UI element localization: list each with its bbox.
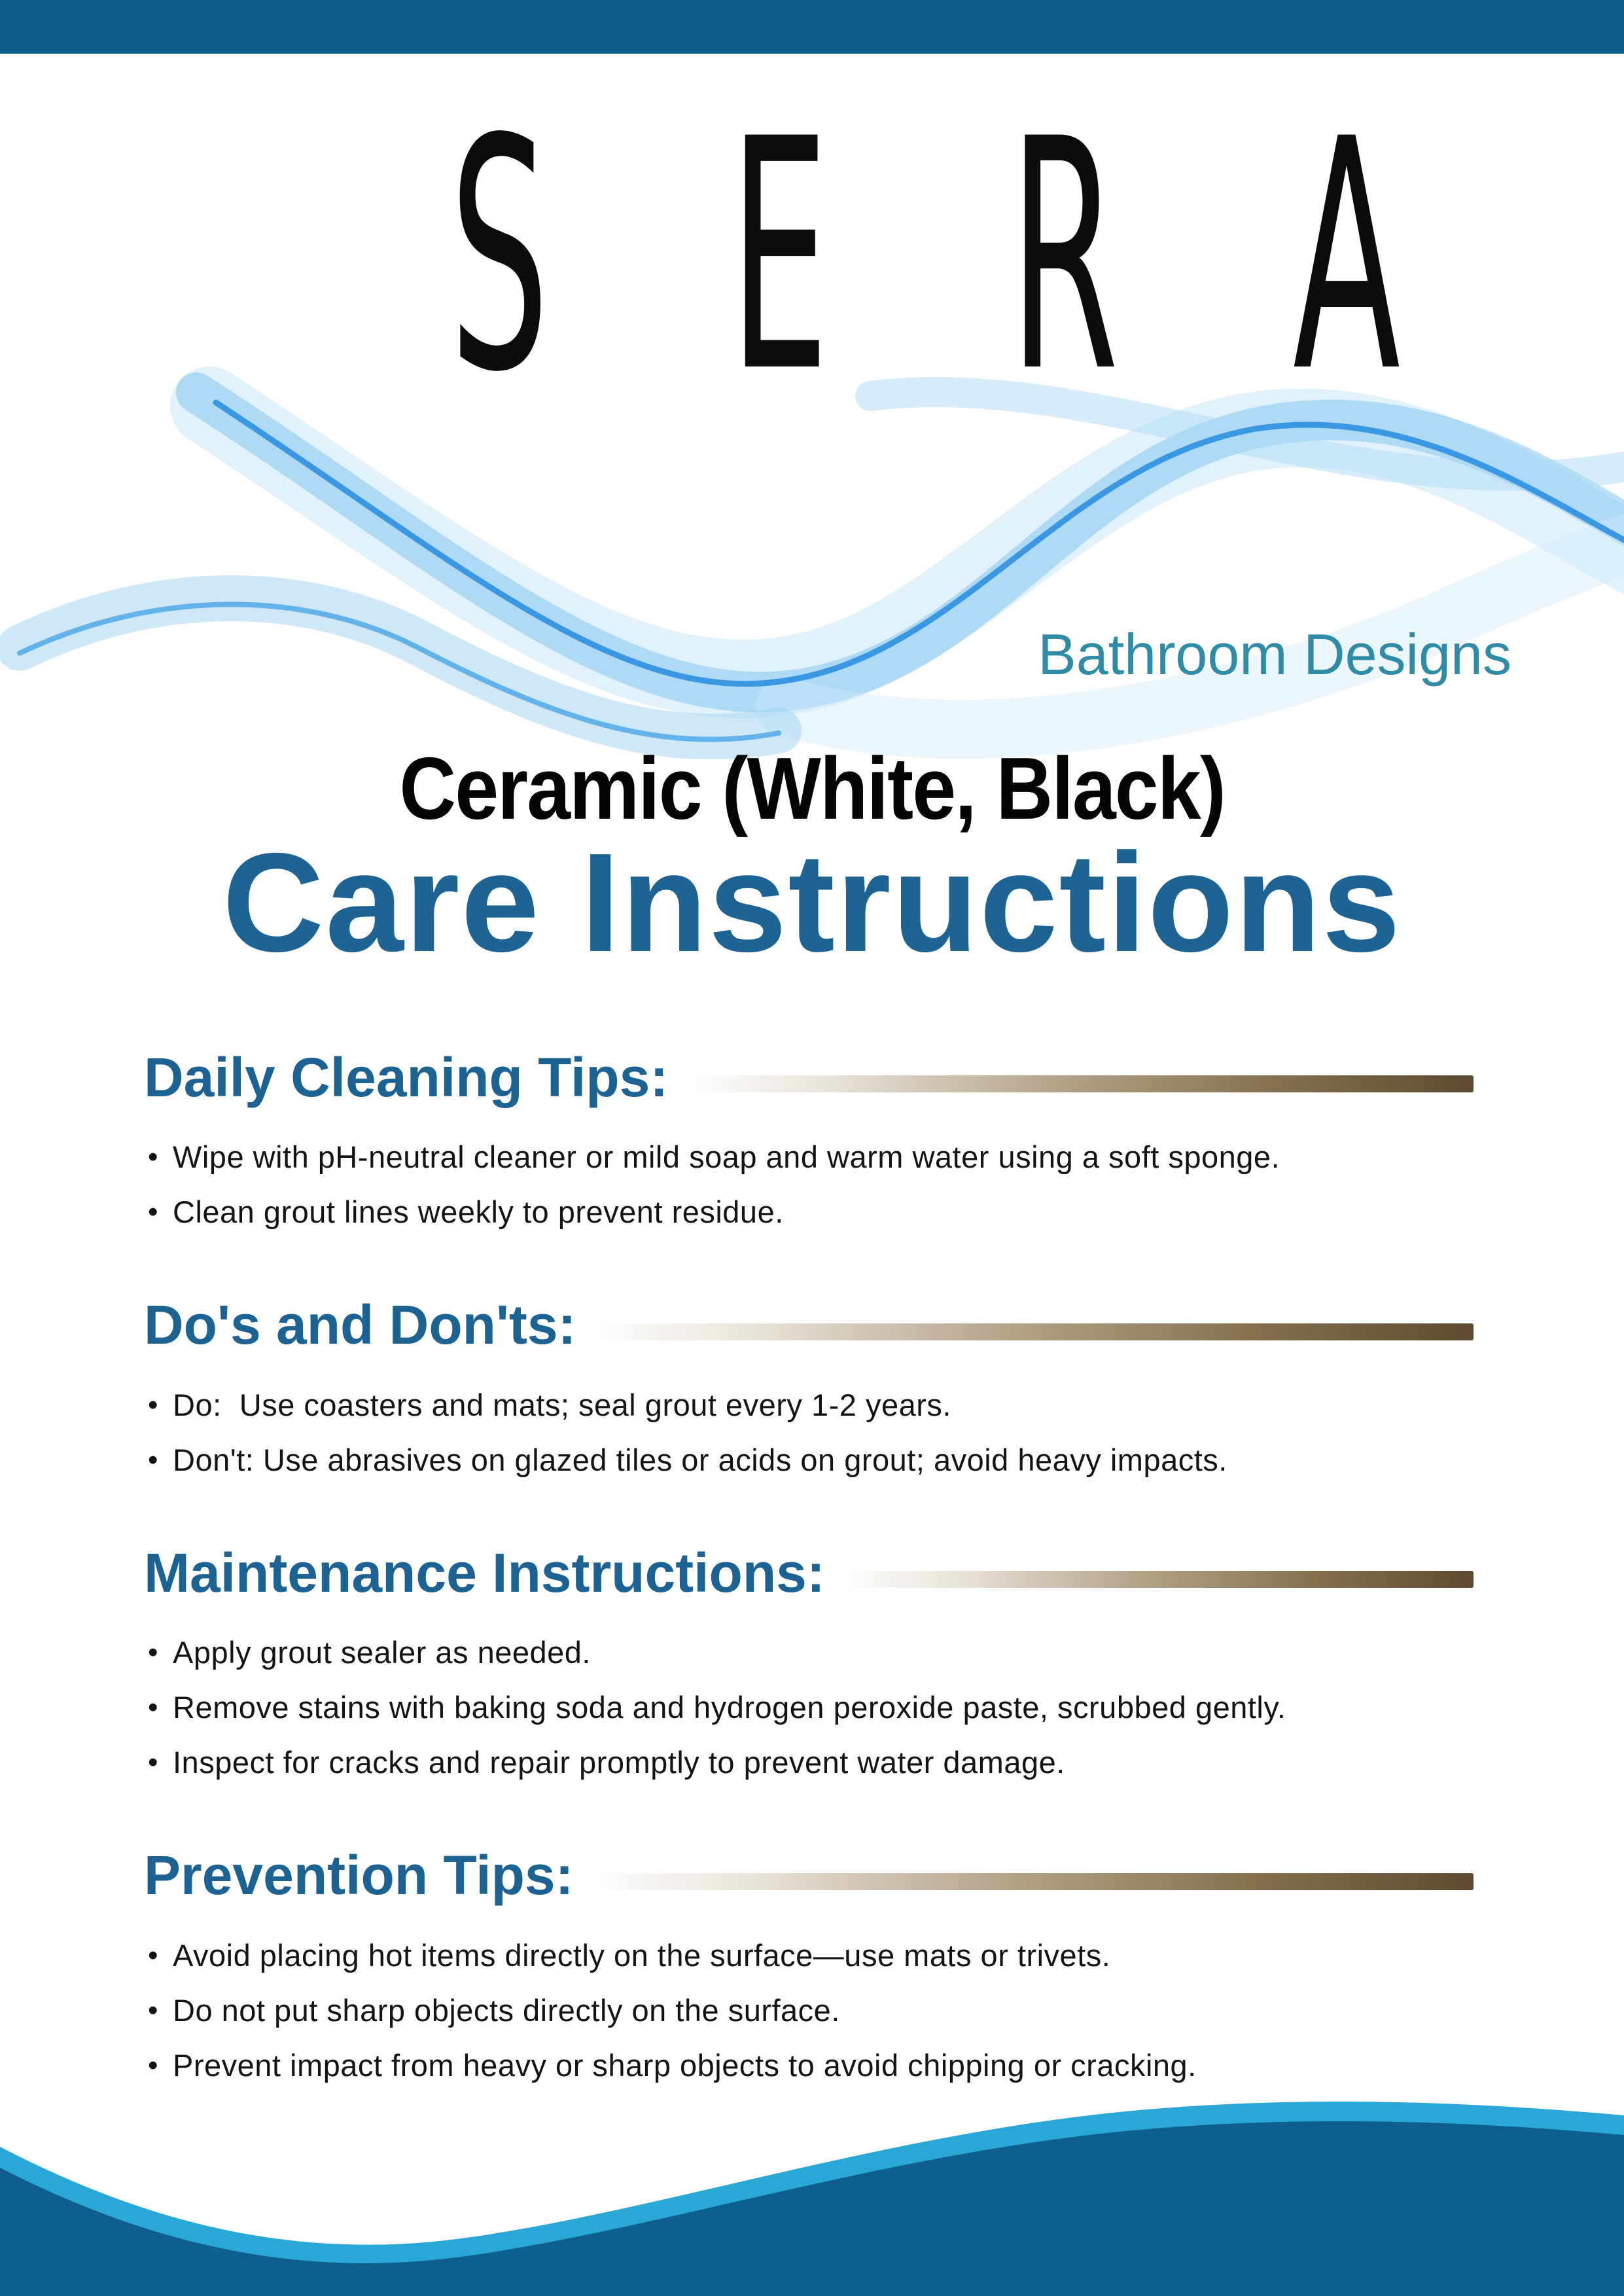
section-heading: Daily Cleaning Tips:: [144, 1047, 669, 1108]
section-heading-row: [144, 1845, 1474, 1905]
section: [144, 1845, 1474, 2092]
bullet-list: [144, 1130, 1474, 1240]
bullet-list: [144, 1625, 1474, 1790]
bullet-item: • Apply grout sealer as needed.: [144, 1625, 1474, 1680]
bullet-item: • Prevent impact from heavy or sharp objects to avoid chipping or cracking.: [144, 2038, 1474, 2093]
bullet-item: • Inspect for cracks and repair promptly to prevent water damage.: [144, 1735, 1474, 1790]
bullet-item: • Wipe with pH-neutral cleaner or mild soap and warm water using a soft sponge.: [144, 1130, 1474, 1185]
section-heading: Prevention Tips:: [144, 1844, 574, 1907]
bullet-item: • Avoid placing hot items directly on the surface—use mats or trivets.: [144, 1928, 1474, 1983]
bullet-item: • Do not put sharp objects directly on the surface.: [144, 1983, 1474, 2038]
section: [144, 1543, 1474, 1790]
section: [144, 1295, 1474, 1487]
bullet-list: [144, 1378, 1474, 1488]
brand-tagline: Bathroom Designs: [1038, 622, 1511, 687]
top-accent-bar: [0, 0, 1624, 54]
sections-container: [144, 1047, 1474, 2148]
heading-accent-bar: [686, 1075, 1474, 1092]
product-subtitle: Ceramic (White, Black): [399, 739, 1225, 838]
product-subtitle-wrap: [0, 739, 1624, 838]
section-heading-row: [144, 1295, 1474, 1355]
heading-accent-bar: [595, 1323, 1474, 1340]
section-heading-row: [144, 1047, 1474, 1107]
bullet-list: [144, 1928, 1474, 2093]
brand-logo-text: SERA: [449, 71, 1581, 442]
bullet-item: • Clean grout lines weekly to prevent residue.: [144, 1185, 1474, 1240]
section-heading-row: [144, 1543, 1474, 1603]
heading-accent-bar: [592, 1873, 1474, 1890]
bullet-item: • Remove stains with baking soda and hydrogen peroxide paste, scrubbed gently.: [144, 1680, 1474, 1735]
bullet-item: • Don't: Use abrasives on glazed tiles or acids on grout; avoid heavy impacts.: [144, 1433, 1474, 1488]
section: [144, 1047, 1474, 1240]
section-heading: Maintenance Instructions:: [144, 1541, 825, 1604]
heading-accent-bar: [843, 1571, 1474, 1588]
bullet-item: • Do: Use coasters and mats; seal grout every 1-2 years.: [144, 1378, 1474, 1433]
section-heading: Do's and Don'ts:: [144, 1294, 576, 1356]
page-title: Care Instructions: [222, 823, 1402, 981]
